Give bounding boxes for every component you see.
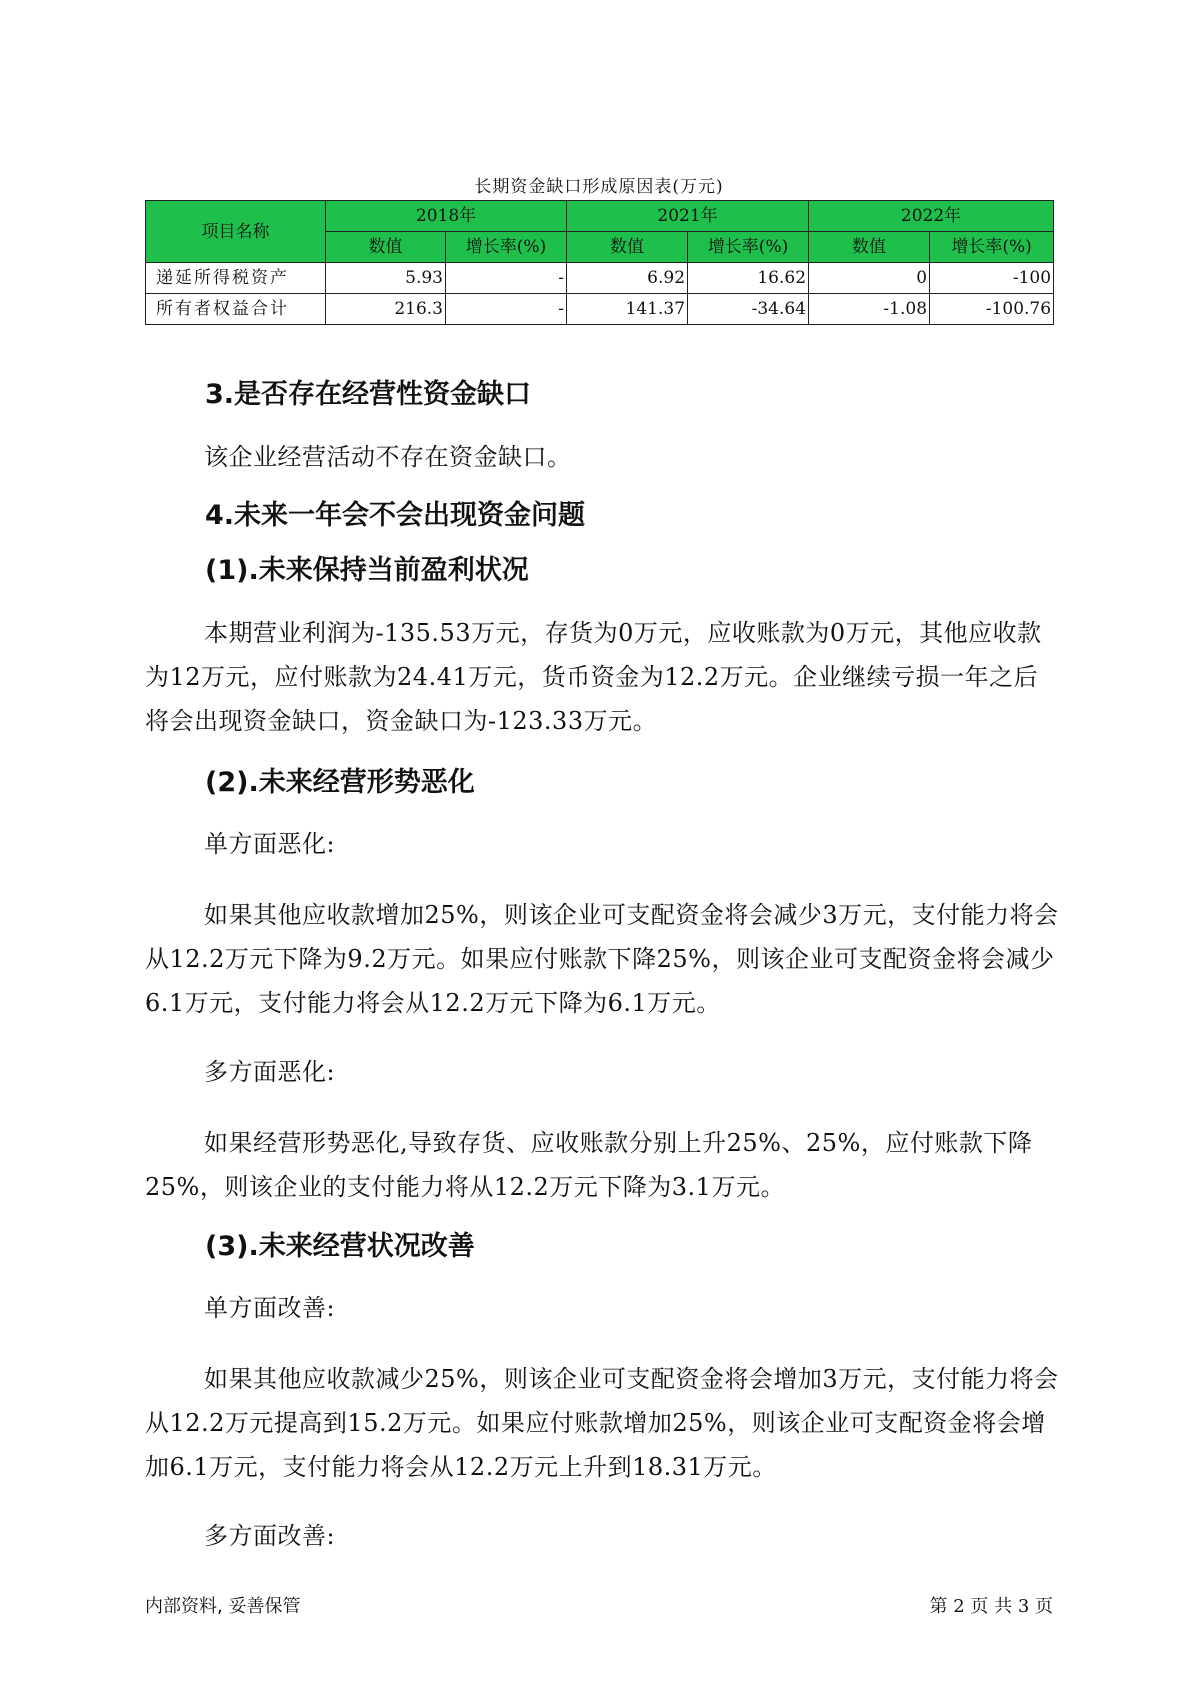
section-4-2-title: (2).未来经营形势恶化 [205, 767, 475, 798]
table-cell: 16.62 [688, 263, 809, 294]
row-name: 递延所得税资产 [146, 263, 326, 294]
footer-page-number: 第 2 页 共 3 页 [929, 1596, 1053, 1617]
table-caption: 长期资金缺口形成原因表(万元) [474, 177, 724, 197]
table-cell: 141.37 [567, 294, 688, 325]
header-value: 数值 [809, 232, 930, 263]
section-3-title: 3.是否存在经营性资金缺口 [205, 379, 532, 410]
section-4-3-title: (3).未来经营状况改善 [205, 1231, 475, 1262]
table-cell: -1.08 [809, 294, 930, 325]
section-4-3-single-text: 如果其他应收款减少25%，则该企业可支配资金将会增加3万元，支付能力将会从12.2万元提高到15.2万元。如果应付账款增加25%，则该企业可支配资金将会增加6.1万元，支付能力将会从12.2万元上升到18.31万元。 [145, 1365, 1059, 1481]
table-row [146, 294, 1054, 325]
table-cell: 0 [809, 263, 930, 294]
section-4-2-multi-text: 如果经营形势恶化,导致存货、应收账款分别上升25%、25%，应付账款下降25%，则该企业的支付能力将从12.2万元下降为3.1万元。 [145, 1129, 1033, 1201]
section-4-2-single-text: 如果其他应收款增加25%，则该企业可支配资金将会减少3万元，支付能力将会从12.2万元下降为9.2万元。如果应付账款下降25%，则该企业可支配资金将会减少6.1万元，支付能力将会从12.2万元下降为6.1万元。 [145, 901, 1059, 1017]
table-cell: 6.92 [567, 263, 688, 294]
section-4-1-title: (1).未来保持当前盈利状况 [205, 555, 529, 586]
header-growth: 增长率(%) [688, 232, 809, 263]
table-cell: 216.3 [326, 294, 446, 325]
header-value: 数值 [567, 232, 688, 263]
header-year-2021: 2021年 [567, 201, 809, 232]
table-cell: -100.76 [930, 294, 1054, 325]
table-row [146, 263, 1054, 294]
section-4-3-multi-label: 多方面改善: [204, 1522, 336, 1550]
header-growth: 增长率(%) [446, 232, 567, 263]
header-year-2022: 2022年 [809, 201, 1054, 232]
section-4-1-text: 本期营业利润为-135.53万元，存货为0万元，应收账款为0万元，其他应收款为12万元，应付账款为24.41万元，货币资金为12.2万元。企业继续亏损一年之后将会出现资金缺口，资金缺口为-123.33万元。 [145, 619, 1042, 735]
section-4-title: 4.未来一年会不会出现资金问题 [205, 500, 586, 531]
table-cell: -34.64 [688, 294, 809, 325]
funding-gap-table [145, 200, 1054, 325]
section-4-2-multi-label: 多方面恶化: [204, 1058, 336, 1086]
header-growth: 增长率(%) [930, 232, 1054, 263]
header-item-name: 项目名称 [146, 201, 326, 263]
section-3-text: 该企业经营活动不存在资金缺口。 [204, 443, 572, 471]
table-cell: - [446, 294, 567, 325]
row-name: 所有者权益合计 [146, 294, 326, 325]
table-cell: - [446, 263, 567, 294]
table-cell: -100 [930, 263, 1054, 294]
table-cell: 5.93 [326, 263, 446, 294]
section-4-2-single-label: 单方面恶化: [204, 830, 336, 858]
header-value: 数值 [326, 232, 446, 263]
header-year-2018: 2018年 [326, 201, 567, 232]
footer-confidential-note: 内部资料, 妥善保管 [145, 1596, 301, 1617]
section-4-3-single-label: 单方面改善: [204, 1294, 336, 1322]
